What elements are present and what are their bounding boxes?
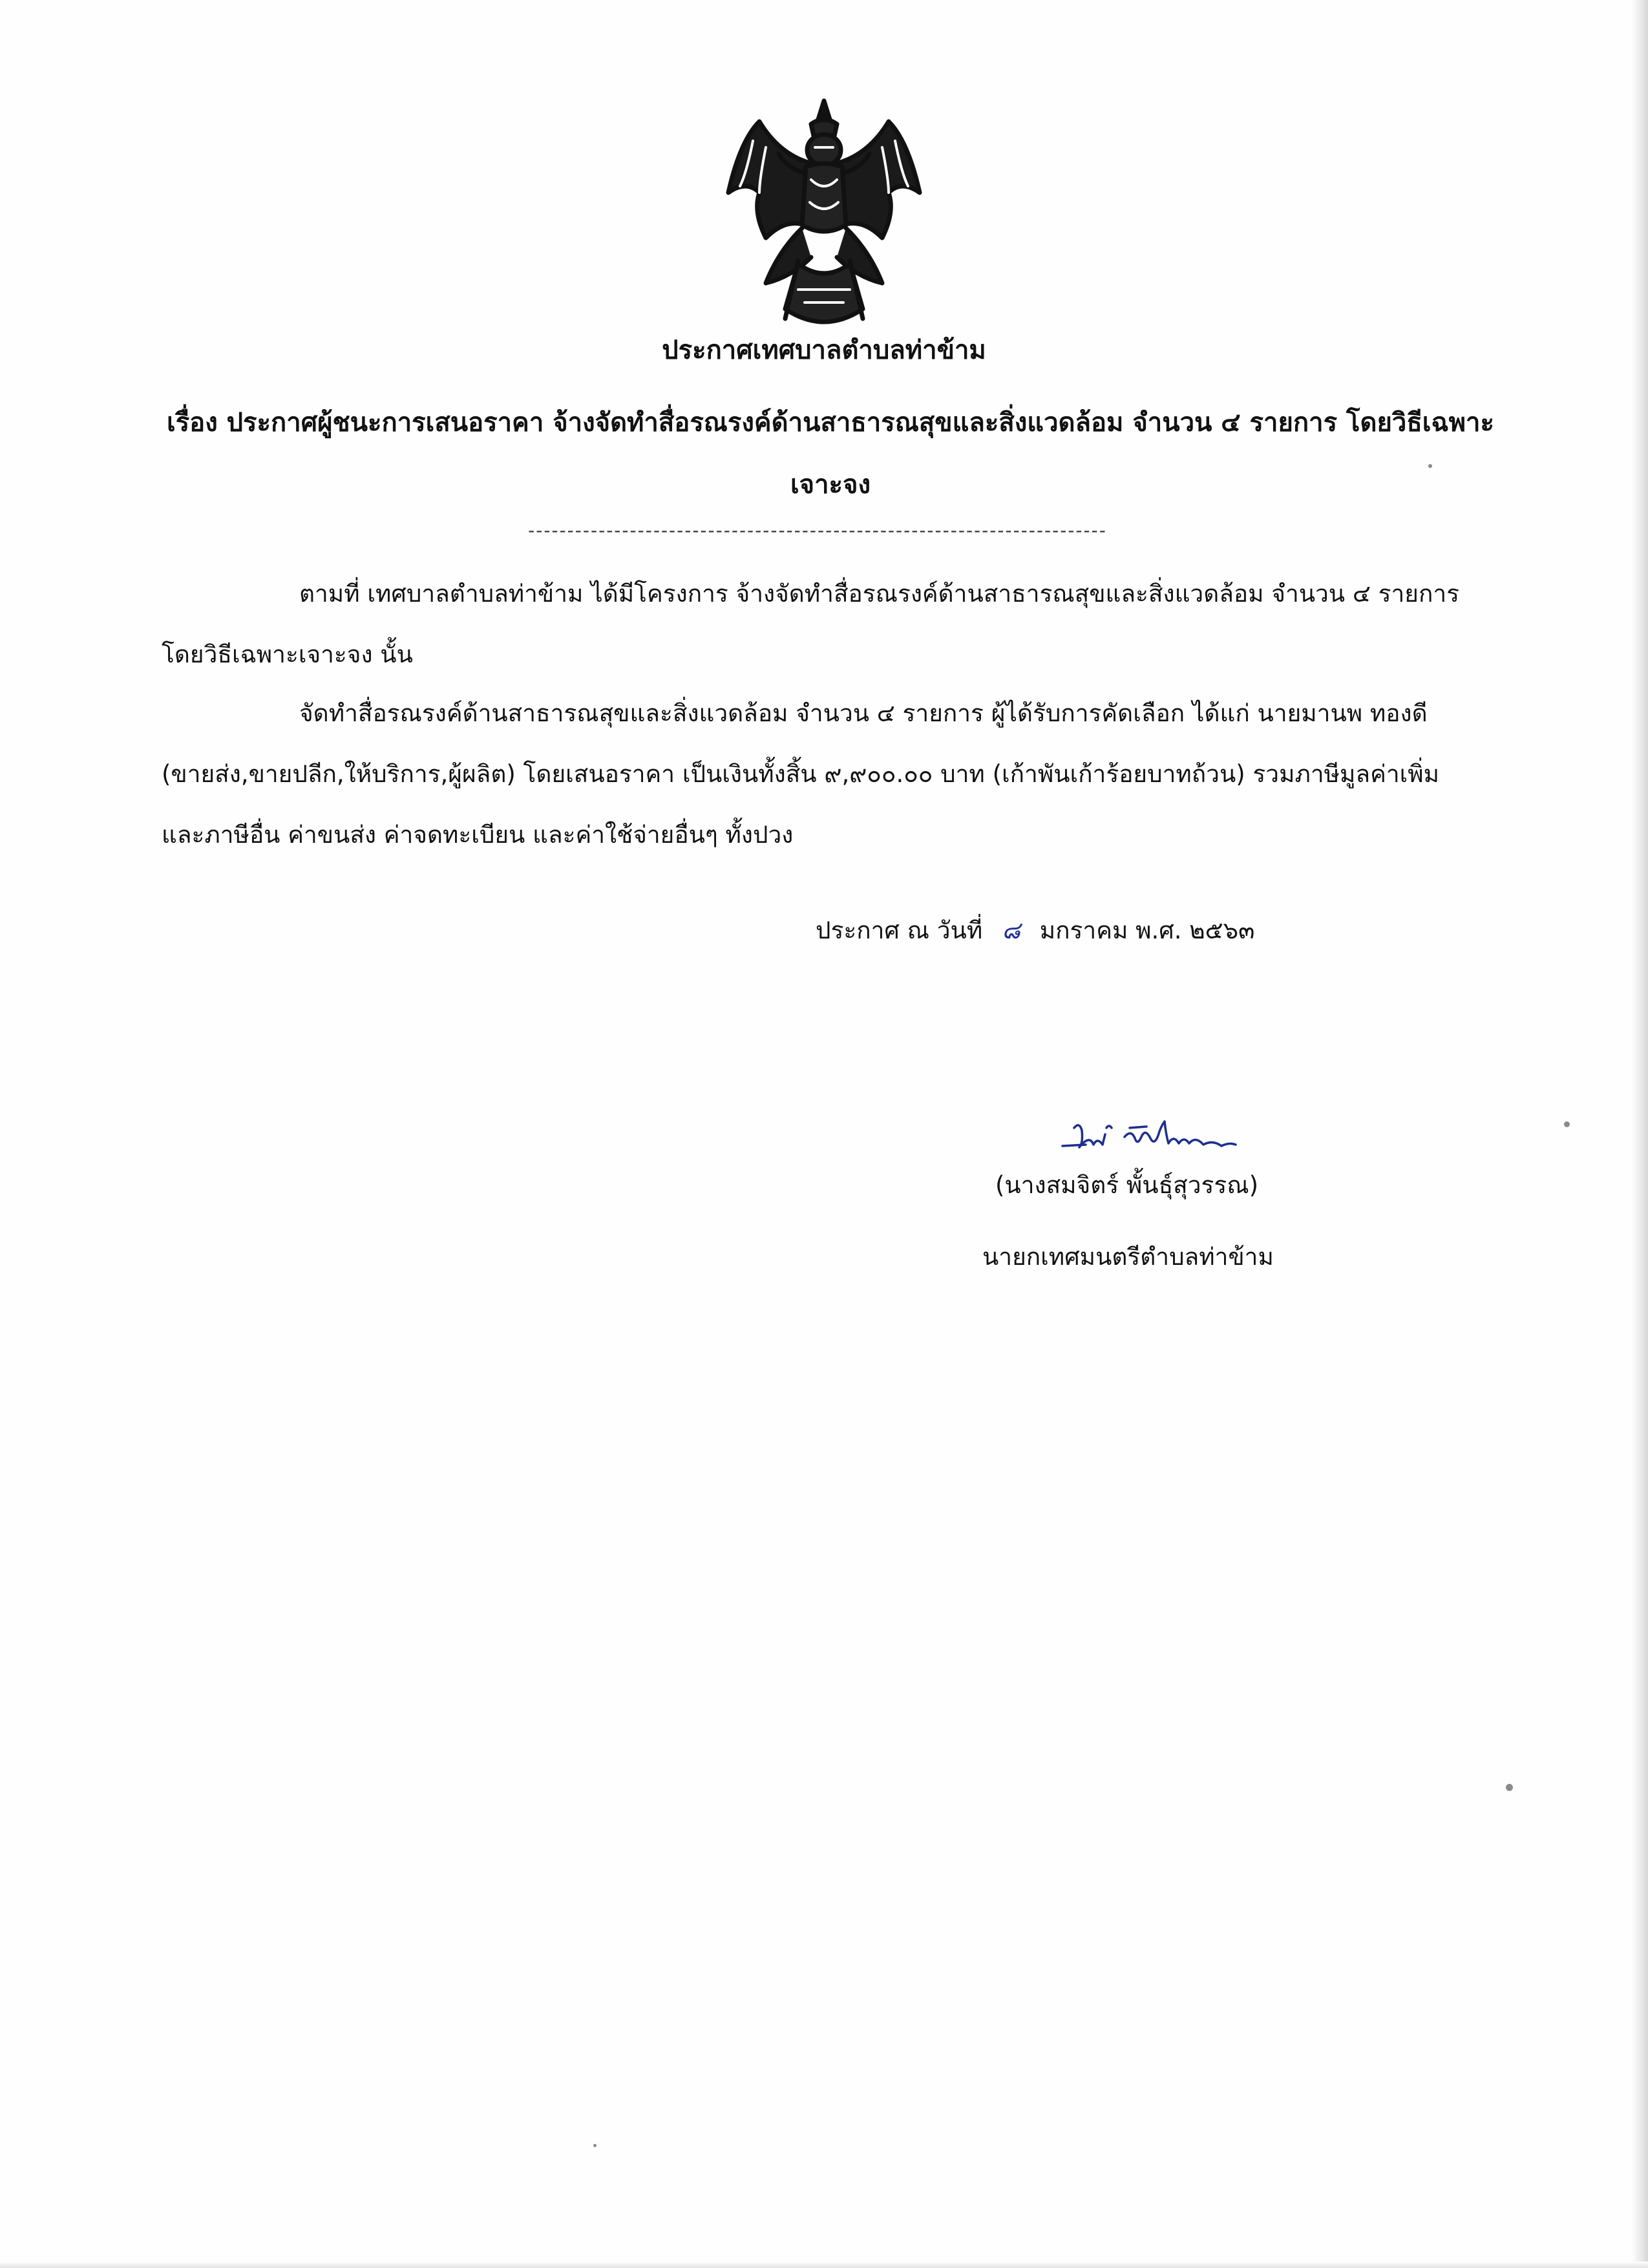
org-title: ประกาศเทศบาลตำบลท่าข้าม xyxy=(662,335,986,365)
scan-edge-bottom xyxy=(0,2262,1648,2268)
date-suffix: มกราคม พ.ศ. ๒๕๖๓ xyxy=(1039,917,1255,944)
announcement-date xyxy=(816,911,1254,950)
signer-position: นายกเทศมนตรีตำบลท่าข้าม xyxy=(982,1243,1274,1271)
scan-speck xyxy=(1564,1121,1570,1127)
paragraph-project: ตามที่ เทศบาลตำบลท่าข้าม ได้มีโครงการ จ้างจัดทำสื่อรณรงค์ด้านสาธารณสุขและสิ่งแวดล้อม จำนวน ๔ รายการ โดยวิธีเฉพาะเจาะจง นั้น xyxy=(162,580,1460,668)
scan-speck xyxy=(593,2144,597,2147)
scan-edge-right xyxy=(1631,0,1648,2268)
paragraph-winner: จัดทำสื่อรณรงค์ด้านสาธารณสุขและสิ่งแวดล้อม จำนวน ๔ รายการ ผู้ได้รับการคัดเลือก ได้แก่ นายมานพ ทองดี (ขายส่ง,ขายปลีก,ให้บริการ,ผู้ผลิต) โดยเสนอราคา เป็นเงินทั้งสิ้น ๙,๙๐๐.๐๐ บาท (เก้าพันเก้าร้อยบาทถ้วน) รวมภาษีมูลค่าเพิ่มและภาษีอื่น ค่าขนส่ง ค่าจดทะเบียน และค่าใช้จ่ายอื่นๆ ทั้งปวง xyxy=(162,699,1440,849)
scan-speck xyxy=(1506,1784,1513,1791)
garuda-emblem xyxy=(714,96,934,335)
scan-speck xyxy=(1428,464,1432,468)
announcement-subject: เรื่อง ประกาศผู้ชนะการเสนอราคา จ้างจัดทำสื่อรณรงค์ด้านสาธารณสุขและสิ่งแวดล้อม จำนวน ๔ รายการ โดยวิธีเฉพาะเจาะจง xyxy=(167,408,1494,500)
handwritten-signature xyxy=(1060,1108,1247,1160)
separator-line: -------------------------------------------------------------------------- xyxy=(528,521,1107,540)
signer-name: (นางสมจิตร์ พั้นธุ์สุวรรณ) xyxy=(995,1171,1259,1199)
date-prefix: ประกาศ ณ วันที่ xyxy=(816,917,983,944)
date-day-handwritten: ๘ xyxy=(1002,917,1020,944)
